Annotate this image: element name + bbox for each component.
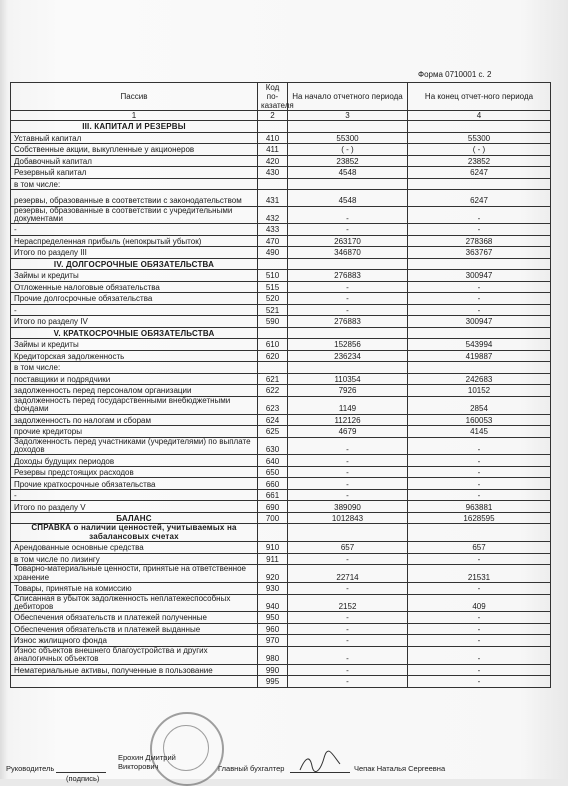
table-row bbox=[11, 167, 551, 179]
row-end-value: 409 bbox=[408, 594, 551, 612]
section-row bbox=[11, 327, 551, 339]
row-label: Прочие краткосрочные обязательства bbox=[11, 478, 258, 490]
table-row bbox=[11, 144, 551, 156]
table-row bbox=[11, 501, 551, 513]
row-label: Прочие долгосрочные обязательства bbox=[11, 293, 258, 305]
row-label: в том числе: bbox=[11, 362, 258, 374]
row-code bbox=[258, 258, 288, 270]
row-start-value: 152856 bbox=[288, 339, 408, 351]
row-code: 431 bbox=[258, 190, 288, 207]
row-start-value: - bbox=[288, 206, 408, 224]
row-end-value: - bbox=[408, 293, 551, 305]
row-code: 620 bbox=[258, 350, 288, 362]
row-start-value: 276883 bbox=[288, 270, 408, 282]
row-end-value: - bbox=[408, 455, 551, 467]
row-code: 920 bbox=[258, 565, 288, 583]
table-row bbox=[11, 635, 551, 647]
row-end-value: 242683 bbox=[408, 373, 551, 385]
section-row bbox=[11, 121, 551, 133]
row-code bbox=[258, 362, 288, 374]
signature-caption: (подпись) bbox=[66, 774, 100, 783]
row-start-value: 2152 bbox=[288, 594, 408, 612]
row-code: 930 bbox=[258, 583, 288, 595]
table-row bbox=[11, 565, 551, 583]
row-start-value bbox=[288, 178, 408, 190]
table-row bbox=[11, 206, 551, 224]
row-end-value: - bbox=[408, 281, 551, 293]
row-code bbox=[258, 524, 288, 542]
row-end-value bbox=[408, 258, 551, 270]
row-label: Задолженность перед участниками (учредителями) по выплате доходов bbox=[11, 437, 258, 455]
table-row bbox=[11, 281, 551, 293]
header-col-code: Код по-казателя bbox=[258, 83, 288, 111]
table-row bbox=[11, 426, 551, 438]
row-end-value: 363767 bbox=[408, 247, 551, 259]
row-end-value: ( - ) bbox=[408, 144, 551, 156]
row-start-value bbox=[288, 121, 408, 133]
table-row bbox=[11, 612, 551, 624]
section-row bbox=[11, 512, 551, 524]
table-row bbox=[11, 542, 551, 554]
row-start-value: 22714 bbox=[288, 565, 408, 583]
row-code: 625 bbox=[258, 426, 288, 438]
row-end-value: - bbox=[408, 437, 551, 455]
row-end-value: 2854 bbox=[408, 396, 551, 414]
row-end-value: - bbox=[408, 478, 551, 490]
row-start-value bbox=[288, 258, 408, 270]
row-end-value bbox=[408, 327, 551, 339]
row-code: 650 bbox=[258, 466, 288, 478]
row-end-value: 4145 bbox=[408, 426, 551, 438]
row-code: 630 bbox=[258, 437, 288, 455]
row-start-value: ( - ) bbox=[288, 144, 408, 156]
row-code: 433 bbox=[258, 224, 288, 236]
table-row bbox=[11, 293, 551, 305]
table-row bbox=[11, 553, 551, 565]
row-end-value: 419887 bbox=[408, 350, 551, 362]
row-code: 621 bbox=[258, 373, 288, 385]
row-label: резервы, образованные в соответствии с учредительными документами bbox=[11, 206, 258, 224]
row-start-value: 1149 bbox=[288, 396, 408, 414]
chief-accountant-label: Главный бухгалтер bbox=[218, 764, 285, 773]
row-code: 590 bbox=[258, 316, 288, 328]
col-index: 2 bbox=[258, 111, 288, 121]
row-start-value: 55300 bbox=[288, 132, 408, 144]
row-end-value bbox=[408, 362, 551, 374]
row-label: Уставный капитал bbox=[11, 132, 258, 144]
row-code: 410 bbox=[258, 132, 288, 144]
row-label: Займы и кредиты bbox=[11, 339, 258, 351]
row-end-value: - bbox=[408, 623, 551, 635]
row-label: резервы, образованные в соответствии с законодательством bbox=[11, 190, 258, 207]
row-label: прочие кредиторы bbox=[11, 426, 258, 438]
table-row bbox=[11, 676, 551, 688]
table-row bbox=[11, 414, 551, 426]
row-end-value: - bbox=[408, 635, 551, 647]
row-end-value: 10152 bbox=[408, 385, 551, 397]
row-label: Резервы предстоящих расходов bbox=[11, 466, 258, 478]
row-end-value: 55300 bbox=[408, 132, 551, 144]
row-label: IV. ДОЛГОСРОЧНЫЕ ОБЯЗАТЕЛЬСТВА bbox=[11, 258, 258, 270]
row-label: - bbox=[11, 224, 258, 236]
row-start-value: - bbox=[288, 676, 408, 688]
row-start-value bbox=[288, 362, 408, 374]
row-label: Займы и кредиты bbox=[11, 270, 258, 282]
table-row bbox=[11, 646, 551, 664]
row-end-value: 6247 bbox=[408, 167, 551, 179]
row-end-value: 278368 bbox=[408, 235, 551, 247]
row-start-value: - bbox=[288, 281, 408, 293]
balance-liabilities-table bbox=[10, 82, 551, 688]
row-label: Списанная в убыток задолженность неплатежеспособных дебиторов bbox=[11, 594, 258, 612]
row-code: 430 bbox=[258, 167, 288, 179]
table-row bbox=[11, 224, 551, 236]
row-label: Нематериальные активы, полученные в пользование bbox=[11, 664, 258, 676]
col-index: 1 bbox=[11, 111, 258, 121]
table-row bbox=[11, 583, 551, 595]
table-row bbox=[11, 247, 551, 259]
head-signature-line bbox=[56, 772, 106, 773]
row-label: Товары, принятые на комиссию bbox=[11, 583, 258, 595]
row-code: 970 bbox=[258, 635, 288, 647]
header-col-start: На начало отчетного периода bbox=[288, 83, 408, 111]
row-end-value: - bbox=[408, 646, 551, 664]
row-label bbox=[11, 676, 258, 688]
row-label: поставщики и подрядчики bbox=[11, 373, 258, 385]
row-code: 610 bbox=[258, 339, 288, 351]
row-label: СПРАВКА о наличии ценностей, учитываемых на забалансовых счетах bbox=[11, 524, 258, 542]
table-row bbox=[11, 466, 551, 478]
row-code: 660 bbox=[258, 478, 288, 490]
table-row bbox=[11, 339, 551, 351]
row-end-value: 23852 bbox=[408, 155, 551, 167]
row-label: III. КАПИТАЛ И РЕЗЕРВЫ bbox=[11, 121, 258, 133]
row-code: 995 bbox=[258, 676, 288, 688]
row-end-value: 300947 bbox=[408, 270, 551, 282]
head-label: Руководитель bbox=[6, 764, 55, 773]
row-end-value: 657 bbox=[408, 542, 551, 554]
row-code: 432 bbox=[258, 206, 288, 224]
row-start-value: 4548 bbox=[288, 190, 408, 207]
row-start-value: - bbox=[288, 635, 408, 647]
row-label: Износ жилищного фонда bbox=[11, 635, 258, 647]
table-row bbox=[11, 489, 551, 501]
row-start-value: 1012843 bbox=[288, 512, 408, 524]
row-label: Обеспечения обязательств и платежей выданные bbox=[11, 623, 258, 635]
row-label: Добавочный капитал bbox=[11, 155, 258, 167]
form-code: Форма 0710001 с. 2 bbox=[418, 70, 492, 79]
row-end-value: 160053 bbox=[408, 414, 551, 426]
row-start-value: - bbox=[288, 646, 408, 664]
row-label: в том числе по лизингу bbox=[11, 553, 258, 565]
row-end-value bbox=[408, 178, 551, 190]
row-end-value bbox=[408, 524, 551, 542]
col-index: 3 bbox=[288, 111, 408, 121]
row-end-value: - bbox=[408, 206, 551, 224]
row-code: 622 bbox=[258, 385, 288, 397]
row-end-value: 21531 bbox=[408, 565, 551, 583]
row-start-value: - bbox=[288, 553, 408, 565]
row-label: - bbox=[11, 489, 258, 501]
row-end-value bbox=[408, 121, 551, 133]
table-row bbox=[11, 478, 551, 490]
signature-block bbox=[0, 744, 568, 783]
row-label: в том числе: bbox=[11, 178, 258, 190]
row-start-value: 236234 bbox=[288, 350, 408, 362]
row-start-value: 389090 bbox=[288, 501, 408, 513]
row-start-value: - bbox=[288, 489, 408, 501]
row-start-value: - bbox=[288, 466, 408, 478]
row-label: Нераспределенная прибыль (непокрытый убыток) bbox=[11, 235, 258, 247]
row-code: 690 bbox=[258, 501, 288, 513]
row-start-value: 4548 bbox=[288, 167, 408, 179]
company-stamp bbox=[150, 712, 224, 786]
row-code: 960 bbox=[258, 623, 288, 635]
row-start-value: 346870 bbox=[288, 247, 408, 259]
row-start-value: - bbox=[288, 224, 408, 236]
row-start-value: 276883 bbox=[288, 316, 408, 328]
table-row bbox=[11, 455, 551, 467]
row-end-value: 6247 bbox=[408, 190, 551, 207]
table-row bbox=[11, 362, 551, 374]
table-row bbox=[11, 235, 551, 247]
row-start-value: 112126 bbox=[288, 414, 408, 426]
row-code: 700 bbox=[258, 512, 288, 524]
table-row bbox=[11, 178, 551, 190]
row-start-value: 110354 bbox=[288, 373, 408, 385]
table-row bbox=[11, 155, 551, 167]
row-start-value: - bbox=[288, 437, 408, 455]
row-code: 470 bbox=[258, 235, 288, 247]
row-end-value: - bbox=[408, 676, 551, 688]
table-row bbox=[11, 396, 551, 414]
row-start-value: 23852 bbox=[288, 155, 408, 167]
row-start-value: 263170 bbox=[288, 235, 408, 247]
row-code: 624 bbox=[258, 414, 288, 426]
row-end-value: - bbox=[408, 489, 551, 501]
row-label: - bbox=[11, 304, 258, 316]
row-label: Обеспечения обязательств и платежей полученные bbox=[11, 612, 258, 624]
row-label: Итого по разделу IV bbox=[11, 316, 258, 328]
row-code: 950 bbox=[258, 612, 288, 624]
row-code bbox=[258, 178, 288, 190]
row-label: БАЛАНС bbox=[11, 512, 258, 524]
table-row bbox=[11, 304, 551, 316]
table-row bbox=[11, 190, 551, 207]
row-code: 490 bbox=[258, 247, 288, 259]
chief-accountant-name: Чепак Наталья Сергеевна bbox=[354, 764, 446, 773]
row-start-value: - bbox=[288, 583, 408, 595]
col-index: 4 bbox=[408, 111, 551, 121]
row-start-value bbox=[288, 524, 408, 542]
row-end-value: - bbox=[408, 304, 551, 316]
row-code bbox=[258, 327, 288, 339]
row-code: 515 bbox=[258, 281, 288, 293]
row-start-value bbox=[288, 327, 408, 339]
table-row bbox=[11, 373, 551, 385]
table-row bbox=[11, 350, 551, 362]
row-end-value: - bbox=[408, 664, 551, 676]
row-code: 990 bbox=[258, 664, 288, 676]
table-row bbox=[11, 385, 551, 397]
row-label: Резервный капитал bbox=[11, 167, 258, 179]
row-start-value: - bbox=[288, 612, 408, 624]
row-end-value: 543994 bbox=[408, 339, 551, 351]
row-label: задолженность по налогам и сборам bbox=[11, 414, 258, 426]
row-code: 910 bbox=[258, 542, 288, 554]
header-col-passive: Пассив bbox=[11, 83, 258, 111]
row-code: 911 bbox=[258, 553, 288, 565]
header-col-end: На конец отчет-ного периода bbox=[408, 83, 551, 111]
accountant-signature bbox=[298, 752, 342, 774]
table-row bbox=[11, 594, 551, 612]
row-start-value: - bbox=[288, 664, 408, 676]
row-start-value: - bbox=[288, 478, 408, 490]
row-start-value: - bbox=[288, 293, 408, 305]
row-label: Арендованные основные средства bbox=[11, 542, 258, 554]
row-label: Доходы будущих периодов bbox=[11, 455, 258, 467]
row-end-value: - bbox=[408, 224, 551, 236]
row-label: Износ объектов внешнего благоустройства и других аналогичных объектов bbox=[11, 646, 258, 664]
row-end-value: - bbox=[408, 583, 551, 595]
row-code: 510 bbox=[258, 270, 288, 282]
row-end-value: 300947 bbox=[408, 316, 551, 328]
row-code: 420 bbox=[258, 155, 288, 167]
row-end-value: - bbox=[408, 553, 551, 565]
table-row bbox=[11, 437, 551, 455]
row-end-value: 1628595 bbox=[408, 512, 551, 524]
row-code bbox=[258, 121, 288, 133]
row-label: Собственные акции, выкупленные у акционеров bbox=[11, 144, 258, 156]
row-end-value: - bbox=[408, 466, 551, 478]
section-row bbox=[11, 524, 551, 542]
row-start-value: - bbox=[288, 455, 408, 467]
table-row bbox=[11, 664, 551, 676]
section-row bbox=[11, 258, 551, 270]
row-code: 661 bbox=[258, 489, 288, 501]
row-code: 411 bbox=[258, 144, 288, 156]
row-code: 980 bbox=[258, 646, 288, 664]
row-start-value: 657 bbox=[288, 542, 408, 554]
row-label: Итого по разделу V bbox=[11, 501, 258, 513]
row-code: 940 bbox=[258, 594, 288, 612]
row-code: 520 bbox=[258, 293, 288, 305]
row-code: 521 bbox=[258, 304, 288, 316]
table-row bbox=[11, 132, 551, 144]
head-name: Ерохин Дмитрий bbox=[118, 753, 176, 762]
row-label: задолженность перед государственными внебюджетными фондами bbox=[11, 396, 258, 414]
table-row bbox=[11, 316, 551, 328]
row-label: Кредиторская задолженность bbox=[11, 350, 258, 362]
table-row bbox=[11, 270, 551, 282]
row-start-value: 4679 bbox=[288, 426, 408, 438]
row-code: 640 bbox=[258, 455, 288, 467]
head-name: Викторович bbox=[118, 762, 159, 771]
row-start-value: 7926 bbox=[288, 385, 408, 397]
row-label: V. КРАТКОСРОЧНЫЕ ОБЯЗАТЕЛЬСТВА bbox=[11, 327, 258, 339]
row-label: задолженность перед персоналом организации bbox=[11, 385, 258, 397]
row-start-value: - bbox=[288, 304, 408, 316]
row-label: Товарно-материальные ценности, принятые на ответственное хранение bbox=[11, 565, 258, 583]
row-label: Отложенные налоговые обязательства bbox=[11, 281, 258, 293]
row-start-value: - bbox=[288, 623, 408, 635]
row-end-value: - bbox=[408, 612, 551, 624]
row-label: Итого по разделу III bbox=[11, 247, 258, 259]
table-row bbox=[11, 623, 551, 635]
row-end-value: 963881 bbox=[408, 501, 551, 513]
row-code: 623 bbox=[258, 396, 288, 414]
